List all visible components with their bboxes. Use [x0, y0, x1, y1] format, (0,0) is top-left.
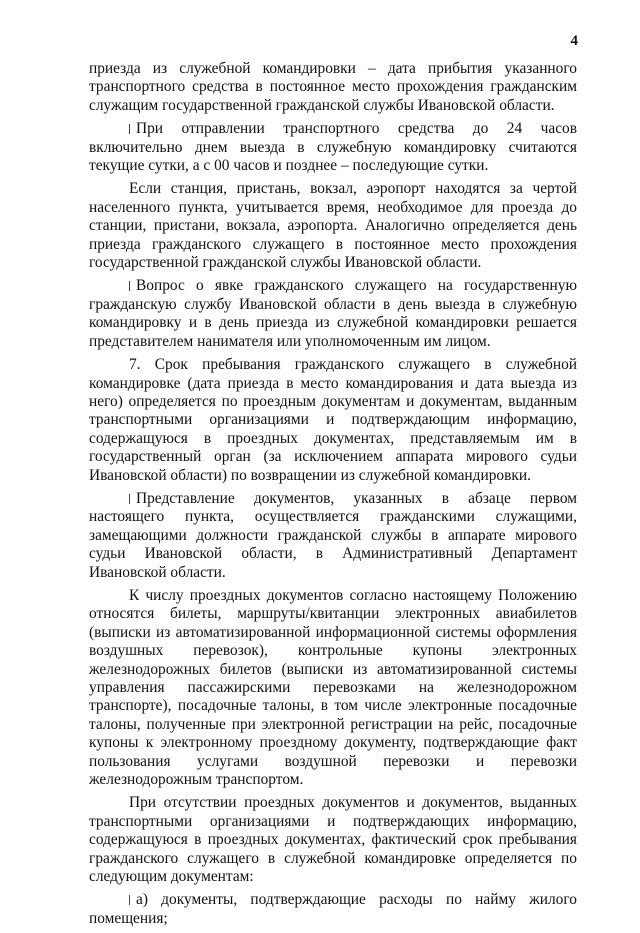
document-body — [89, 60, 577, 933]
paragraph — [89, 490, 577, 582]
margin-mark — [129, 124, 130, 134]
margin-mark — [129, 494, 130, 504]
margin-mark — [129, 895, 130, 905]
paragraph — [89, 891, 577, 928]
paragraph: приезда из служебной командировки – дата прибытия указанного транспортного средства в постоянное место прохождения гражданским служащим государственной гражданской службы Ивановской области. — [89, 60, 577, 114]
paragraph — [89, 277, 577, 351]
margin-mark — [129, 281, 130, 291]
paragraph-text: При отправлении транспортного средства до 24 часов включительно днем выезда в служебную командировку считаются текущие сутки, а с 00 часов и позднее – последующие сутки. — [89, 120, 577, 175]
paragraph — [89, 120, 577, 175]
paragraph: Если станция, пристань, вокзал, аэропорт находятся за чертой населенного пункта, учитывается время, необходимое для проезда до станции, пристани, вокзала, аэропорта. Аналогично определяется день приезда гражданского служащего в постоянное место прохождения государственной гражданской службы Ивановской области. — [89, 180, 577, 272]
paragraph-text: Вопрос о явке гражданского служащего на государственную гражданскую службу Ивановской области в день выезда в служебную командировку и в день приезда из служебной командировки решается представителем нанимателя или уполномоченным им лицом. — [89, 277, 577, 350]
paragraph: 7. Срок пребывания гражданского служащего в служебной командировке (дата приезда в место командирования и дата выезда из него) определяется по проездным документам и документам, выданным транспортными организациями и подтверждающим информацию, содержащуюся в проездных документах, представляемым им в государственный орган (за исключением аппарата мирового судьи Ивановской области) по возвращении из служебной командировки. — [89, 356, 577, 484]
paragraph: При отсутствии проездных документов и документов, выданных транспортными организациями и подтверждающих информацию, содержащуюся в проездных документах, фактический срок пребывания гражданского служащего в служебной командировке определяется по следующим документам: — [89, 794, 577, 886]
page-number: 4 — [570, 33, 578, 49]
paragraph: К числу проездных документов согласно настоящему Положению относятся билеты, маршруты/квитанции электронных авиабилетов (выписки из автоматизированной информационной системы оформления воздушных перевозок), контрольные купоны электронных железнодорожных билетов (выписки из автоматизированной системы управления пассажирскими перевозками на железнодорожном транспорте), посадочные талоны, в том числе электронные посадочные талоны, полученные при электронной регистрации на рейс, посадочные купоны к электронному проездному документу, подтверждающие факт пользования услугами воздушной перевозки и перевозки железнодорожным транспортом. — [89, 586, 577, 789]
paragraph-text: Представление документов, указанных в абзаце первом настоящего пункта, осуществляется гражданскими служащими, замещающими должности гражданской службы в аппарате мирового судьи Ивановской области, в Административный Департамент Ивановской области. — [89, 489, 577, 581]
paragraph-text: а) документы, подтверждающие расходы по найму жилого помещения; — [89, 891, 577, 927]
